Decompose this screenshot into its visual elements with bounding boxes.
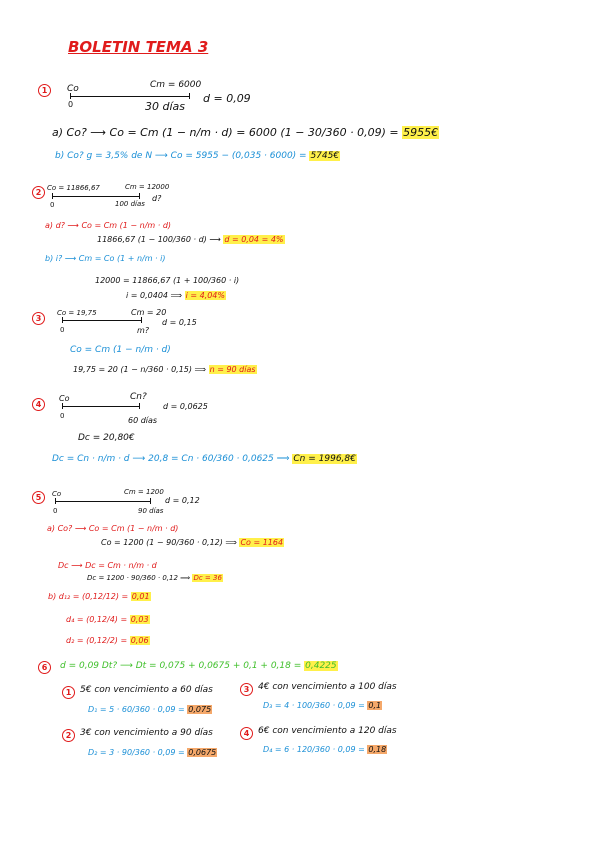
p6-item-2: 3€ con vencimiento a 90 días <box>80 728 213 738</box>
p2-tick-end <box>139 193 140 199</box>
p6-item-2-number: 2 <box>62 729 75 742</box>
p1-b-result: 5745€ <box>310 151 340 161</box>
p2-a2-formula: 11866,67 (1 − 100/360 · d) ⟶ <box>97 235 221 244</box>
p5-zero: 0 <box>53 507 58 515</box>
p6-item-4-formula <box>263 745 387 754</box>
p1-b <box>55 151 340 161</box>
problem-number-4: 4 <box>32 398 45 411</box>
p6-item-2-result: 0,0675 <box>188 748 217 757</box>
p5-dc2 <box>87 574 223 582</box>
p2-a1-formula: a) d? ⟶ Co = Cm (1 − n/m · d) <box>45 221 172 230</box>
page-title: BOLETIN TEMA 3 <box>68 38 209 56</box>
problem-number-2: 2 <box>32 186 45 199</box>
p3-tick-start <box>62 317 63 323</box>
p4-tick-end <box>139 403 140 409</box>
p1-b-formula: b) Co? g = 3,5% de N ⟶ Co = 5955 − (0,035 · 6000) = <box>55 151 307 161</box>
p5-a2 <box>101 538 284 547</box>
p6-item-3-equation: D₃ = 4 · 100/360 · 0,09 = <box>263 701 365 710</box>
p2-b3 <box>126 291 226 300</box>
p1-tick-end <box>189 93 190 99</box>
p5-co-label: Co <box>52 490 62 498</box>
p5-d: d = 0,12 <box>165 496 200 505</box>
p6-item-1-equation: D₁ = 5 · 60/360 · 0,09 = <box>88 705 185 714</box>
p4-d: d = 0,0625 <box>163 402 208 411</box>
p6-head-result: 0,4225 <box>305 661 337 671</box>
p5-b1 <box>48 592 151 601</box>
p5-dc-result: Dc = 36 <box>193 574 222 582</box>
p3-f1: Co = Cm (1 − n/m · d) <box>70 345 171 355</box>
p3-timeline <box>62 320 142 321</box>
problem-number-6: 6 <box>38 661 51 674</box>
p5-a2-formula: Co = 1200 (1 − 90/360 · 0,12) ⟹ <box>101 538 237 547</box>
p5-a1: a) Co? ⟶ Co = Cm (1 − n/m · d) <box>47 524 179 533</box>
p6-head <box>60 661 338 671</box>
p6-item-2-equation: D₂ = 3 · 90/360 · 0,09 = <box>88 748 185 757</box>
p5-b3-formula: d₂ = (0,12/2) = <box>66 636 128 645</box>
p2-dq: d? <box>152 194 162 203</box>
p1-tick-start <box>70 93 71 99</box>
p6-item-3: 4€ con vencimiento a 100 días <box>258 682 397 692</box>
p5-dc2-formula: Dc = 1200 · 90/360 · 0,12 ⟹ <box>87 574 191 582</box>
p3-result: n = 90 días <box>209 365 256 374</box>
p2-b1 <box>45 254 166 263</box>
p6-head-formula: d = 0,09 Dt? ⟶ Dt = 0,075 + 0,0675 + 0,1 + 0,18 = <box>60 661 302 671</box>
p3-f2 <box>73 365 257 374</box>
problem-number-1: 1 <box>38 84 51 97</box>
p4-zero: 0 <box>60 412 65 420</box>
p2-a2 <box>97 235 285 244</box>
p6-item-4-equation: D₄ = 6 · 120/360 · 0,09 = <box>263 745 365 754</box>
p5-days: 90 días <box>138 507 164 515</box>
p2-timeline <box>52 196 140 197</box>
p4-result: Cn = 1996,8€ <box>293 454 356 464</box>
p1-zero: 0 <box>68 100 74 109</box>
p4-cn-label: Cn? <box>130 392 147 402</box>
p2-zero: 0 <box>50 201 55 209</box>
p6-item-1-number: 1 <box>62 686 75 699</box>
p6-item-3-number: 3 <box>240 683 253 696</box>
p3-zero: 0 <box>60 326 65 334</box>
p5-tick-end <box>150 498 151 504</box>
p2-b2: 12000 = 11866,67 (1 + 100/360 · i) <box>95 276 240 285</box>
p4-tick-start <box>62 403 63 409</box>
p2-cm-label: Cm = 12000 <box>125 183 170 191</box>
p3-d: d = 0,15 <box>162 318 197 327</box>
p2-tick-start <box>52 193 53 199</box>
p3-f2-formula: 19,75 = 20 (1 − n/360 · 0,15) ⟹ <box>73 365 207 374</box>
p3-m: m? <box>137 326 150 335</box>
p1-timeline <box>70 96 190 97</box>
p1-cm-label: Cm = 6000 <box>150 80 202 90</box>
p5-b3 <box>66 636 150 645</box>
p1-days: 30 días <box>145 100 186 113</box>
p5-tick-start <box>55 498 56 504</box>
p5-dc1: Dc ⟶ Dc = Cm · n/m · d <box>58 561 157 570</box>
p6-item-3-formula <box>263 701 382 710</box>
p4-timeline <box>62 406 140 407</box>
p5-b2-result: 0,03 <box>130 615 149 624</box>
p5-timeline <box>55 501 151 502</box>
p5-b2-formula: d₄ = (0,12/4) = <box>66 615 128 624</box>
p1-a-formula: a) Co? ⟶ Co = Cm (1 − n/m · d) = 6000 (1 − 30/360 · 0,09) = <box>52 126 399 139</box>
p1-a <box>52 126 439 139</box>
p3-tick-end <box>141 317 142 323</box>
p2-b3-formula: i = 0,0404 ⟹ <box>126 291 183 300</box>
p4-dc: Dc = 20,80€ <box>78 433 135 443</box>
p6-item-2-formula <box>88 748 217 757</box>
p4-f <box>52 454 357 464</box>
p3-co-label: Co = 19,75 <box>57 309 97 317</box>
p5-b3-result: 0,06 <box>130 636 149 645</box>
p6-item-4-number: 4 <box>240 727 253 740</box>
p5-b1-result: 0,01 <box>131 592 150 601</box>
p5-a-result: Co = 1164 <box>240 538 284 547</box>
p4-days: 60 días <box>128 416 158 425</box>
p1-d: d = 0,09 <box>203 92 251 105</box>
p1-co-label: Co <box>67 84 79 94</box>
p6-item-3-result: 0,1 <box>368 701 382 710</box>
problem-number-5: 5 <box>32 491 45 504</box>
p6-item-1: 5€ con vencimiento a 60 días <box>80 685 213 695</box>
p4-formula: Dc = Cn · n/m · d ⟶ 20,8 = Cn · 60/360 · 0,0625 ⟹ <box>52 454 290 464</box>
p5-b2 <box>66 615 150 624</box>
p2-a1 <box>45 221 171 230</box>
p2-co-label: Co = 11866,67 <box>47 184 100 192</box>
p5-cm-label: Cm = 1200 <box>124 488 164 496</box>
p4-co-label: Co <box>59 394 70 403</box>
p2-b-result: i = 4,04% <box>185 291 225 300</box>
p2-a-result: d = 0,04 = 4% <box>224 235 284 244</box>
p1-a-result: 5955€ <box>403 126 439 139</box>
p6-item-1-formula <box>88 705 212 714</box>
problem-number-3: 3 <box>32 312 45 325</box>
p6-item-4: 6€ con vencimiento a 120 días <box>258 726 397 736</box>
p2-days: 100 días <box>115 200 145 208</box>
p2-b1-formula: b) i? ⟶ Cm = Co (1 + n/m · i) <box>45 254 166 263</box>
p6-item-1-result: 0,075 <box>188 705 212 714</box>
p6-item-4-result: 0,18 <box>368 745 387 754</box>
p3-cm-label: Cm = 20 <box>131 308 167 317</box>
p5-b1-formula: b) d₁₂ = (0,12/12) = <box>48 592 129 601</box>
